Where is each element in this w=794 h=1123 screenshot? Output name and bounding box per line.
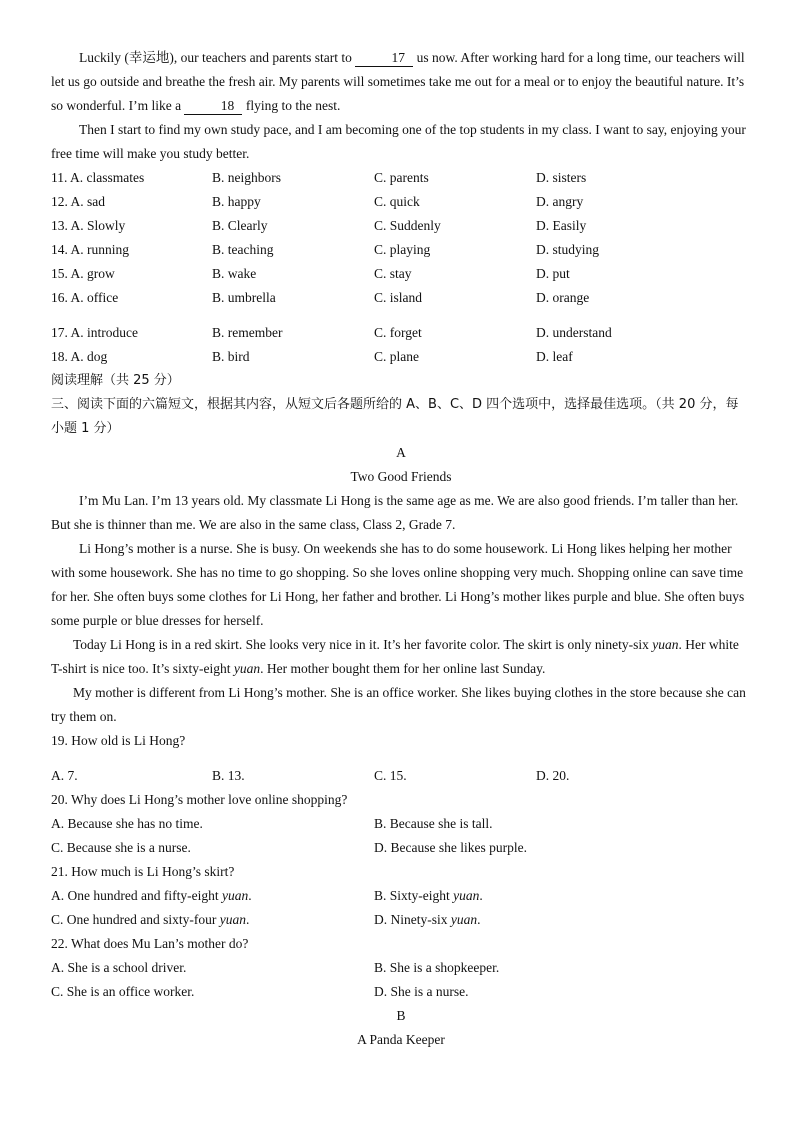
option-c: C. Because she is a nurse. xyxy=(51,840,191,855)
option-d: D. She is a nurse. xyxy=(374,984,469,999)
option-b: B. bird xyxy=(212,349,250,364)
option-c-text: C. One hundred and sixty-four xyxy=(51,912,217,927)
option-c: C. One hundred and sixty-four yuan. xyxy=(51,912,250,927)
question-21-options xyxy=(51,908,751,932)
option-a: A. 7. xyxy=(51,768,78,783)
option-b: B. happy xyxy=(212,194,261,209)
option-row xyxy=(51,262,751,286)
option-b: B. wake xyxy=(212,266,257,281)
passage-text: Luckily (幸运地), our teachers and parents start to xyxy=(79,50,352,65)
option-c: C. plane xyxy=(374,349,419,364)
passage-paragraph: I’m Mu Lan. I’m 13 years old. My classmate Li Hong is the same age as me. We are also good friends. I’m taller than her. But she is thinner than me. We are also in the same class, Class 2, Grade 7. xyxy=(51,493,739,532)
question-20-options xyxy=(51,836,751,860)
option-c: C. parents xyxy=(374,170,429,185)
option-c: C. quick xyxy=(374,194,420,209)
currency-word: yuan xyxy=(453,888,480,903)
option-a: A. Because she has no time. xyxy=(51,816,203,831)
section-instruction: 三、阅读下面的六篇短文，根据其内容，从短文后各题所给的 A、B、C、D 四个选项中，选择最佳选项。（共 20 分，每小题 1 分） xyxy=(51,397,739,436)
currency-word: yuan xyxy=(221,888,249,903)
exam-page xyxy=(51,46,751,1052)
question-22: 22. What does Mu Lan’s mother do? xyxy=(51,936,249,951)
option-a: 15. A. grow xyxy=(51,266,115,281)
passage-text: flying to the nest. xyxy=(245,98,341,113)
blank-17: 17 xyxy=(355,50,413,67)
cloze-passage-paragraph: Then I start to find my own study pace, and I am becoming one of the top students in my class. I want to say, enjoying your free time will make you study better. xyxy=(51,122,746,161)
passage-title: Two Good Friends xyxy=(350,469,452,484)
currency-word: yuan xyxy=(233,661,261,676)
currency-word: yuan xyxy=(219,912,246,927)
option-d-text: D. Ninety-six xyxy=(374,912,448,927)
passage-letter: A xyxy=(396,445,406,460)
option-d: D. leaf xyxy=(536,349,573,364)
option-a: A. One hundred and fifty-eight yuan. xyxy=(51,888,252,903)
passage-letter: B xyxy=(396,1008,406,1023)
option-c: C. stay xyxy=(374,266,412,281)
option-d: D. orange xyxy=(536,290,590,305)
passage-text: . Her mother bought them for her online last Sunday. xyxy=(260,661,546,676)
option-row xyxy=(51,286,751,310)
section-heading: 阅读理解（共 25 分） xyxy=(51,373,180,388)
option-row xyxy=(51,166,751,190)
option-c: C. playing xyxy=(374,242,431,257)
option-b: B. remember xyxy=(212,325,283,340)
option-b: B. She is a shopkeeper. xyxy=(374,960,500,975)
cloze-passage-paragraph xyxy=(51,46,751,118)
option-b-text: B. Sixty-eight xyxy=(374,888,450,903)
option-b: B. neighbors xyxy=(212,170,281,185)
option-a-text: A. One hundred and fifty-eight xyxy=(51,888,219,903)
option-b: B. Because she is tall. xyxy=(374,816,493,831)
option-c: C. forget xyxy=(374,325,422,340)
option-c: C. She is an office worker. xyxy=(51,984,195,999)
option-a: 16. A. office xyxy=(51,290,119,305)
passage-paragraph: Li Hong’s mother is a nurse. She is busy. On weekends she has to do some housework. Li Hong likes helping her mother with some housework. She has no time to go shopping. So she loves online shopping very much. Shopping online can save time for her. She often buys some clothes for Li Hong, her father and brother. Li Hong’s mother likes purple and blue. She often buys some purple or blue dresses for herself. xyxy=(51,541,745,628)
passage-paragraph xyxy=(51,633,751,681)
option-a: 18. A. dog xyxy=(51,349,108,364)
option-d: D. Because she likes purple. xyxy=(374,840,527,855)
question-20-options xyxy=(51,812,751,836)
passage-title: A Panda Keeper xyxy=(357,1032,445,1047)
question-21: 21. How much is Li Hong’s skirt? xyxy=(51,864,235,879)
option-d: D. Easily xyxy=(536,218,587,233)
option-d: D. studying xyxy=(536,242,600,257)
option-row xyxy=(51,214,751,238)
question-20: 20. Why does Li Hong’s mother love online shopping? xyxy=(51,792,348,807)
blank-18: 18 xyxy=(184,98,242,115)
option-c: C. 15. xyxy=(374,768,407,783)
option-d: D. 20. xyxy=(536,768,570,783)
option-b: B. Sixty-eight yuan. xyxy=(374,888,483,903)
spacer xyxy=(51,753,751,764)
currency-word: yuan xyxy=(450,912,478,927)
option-b: B. 13. xyxy=(212,768,245,783)
question-22-options xyxy=(51,980,751,1004)
spacer xyxy=(51,310,751,321)
passage-paragraph: My mother is different from Li Hong’s mother. She is an office worker. She likes buying clothes in the store because she can try them on. xyxy=(51,685,746,724)
option-a: 14. A. running xyxy=(51,242,130,257)
question-19: 19. How old is Li Hong? xyxy=(51,733,186,748)
option-c: C. island xyxy=(374,290,423,305)
option-b: B. umbrella xyxy=(212,290,276,305)
option-row xyxy=(51,238,751,262)
option-row xyxy=(51,190,751,214)
option-a: A. She is a school driver. xyxy=(51,960,187,975)
option-a: 13. A. Slowly xyxy=(51,218,126,233)
option-row xyxy=(51,345,751,369)
option-a: 12. A. sad xyxy=(51,194,105,209)
passage-text: us now. After working hard for a long time, our teachers will let us go outside and breathe the fresh air. My parents will sometimes take me out for a meal or to enjoy the beautiful nature. It’s so wonderful. I’m like a xyxy=(51,50,745,113)
option-c: C. Suddenly xyxy=(374,218,441,233)
option-b: B. Clearly xyxy=(212,218,268,233)
option-d: D. sisters xyxy=(536,170,587,185)
currency-word: yuan xyxy=(652,637,679,652)
option-a: 11. A. classmates xyxy=(51,170,145,185)
option-b: B. teaching xyxy=(212,242,274,257)
passage-text: Today Li Hong is in a red skirt. She looks very nice in it. It’s her favorite color. The skirt is only ninety-six xyxy=(73,637,649,652)
question-19-options xyxy=(51,764,751,788)
option-a: 17. A. introduce xyxy=(51,325,138,340)
option-d: D. put xyxy=(536,266,570,281)
passage-text: . Her white T-shirt is nice too. It’s sixty-eight xyxy=(51,637,739,676)
cloze-options xyxy=(51,166,751,369)
option-d: D. angry xyxy=(536,194,584,209)
question-21-options xyxy=(51,884,751,908)
option-d: D. understand xyxy=(536,325,612,340)
question-22-options xyxy=(51,956,751,980)
option-row xyxy=(51,321,751,345)
option-d: D. Ninety-six yuan. xyxy=(374,912,481,927)
